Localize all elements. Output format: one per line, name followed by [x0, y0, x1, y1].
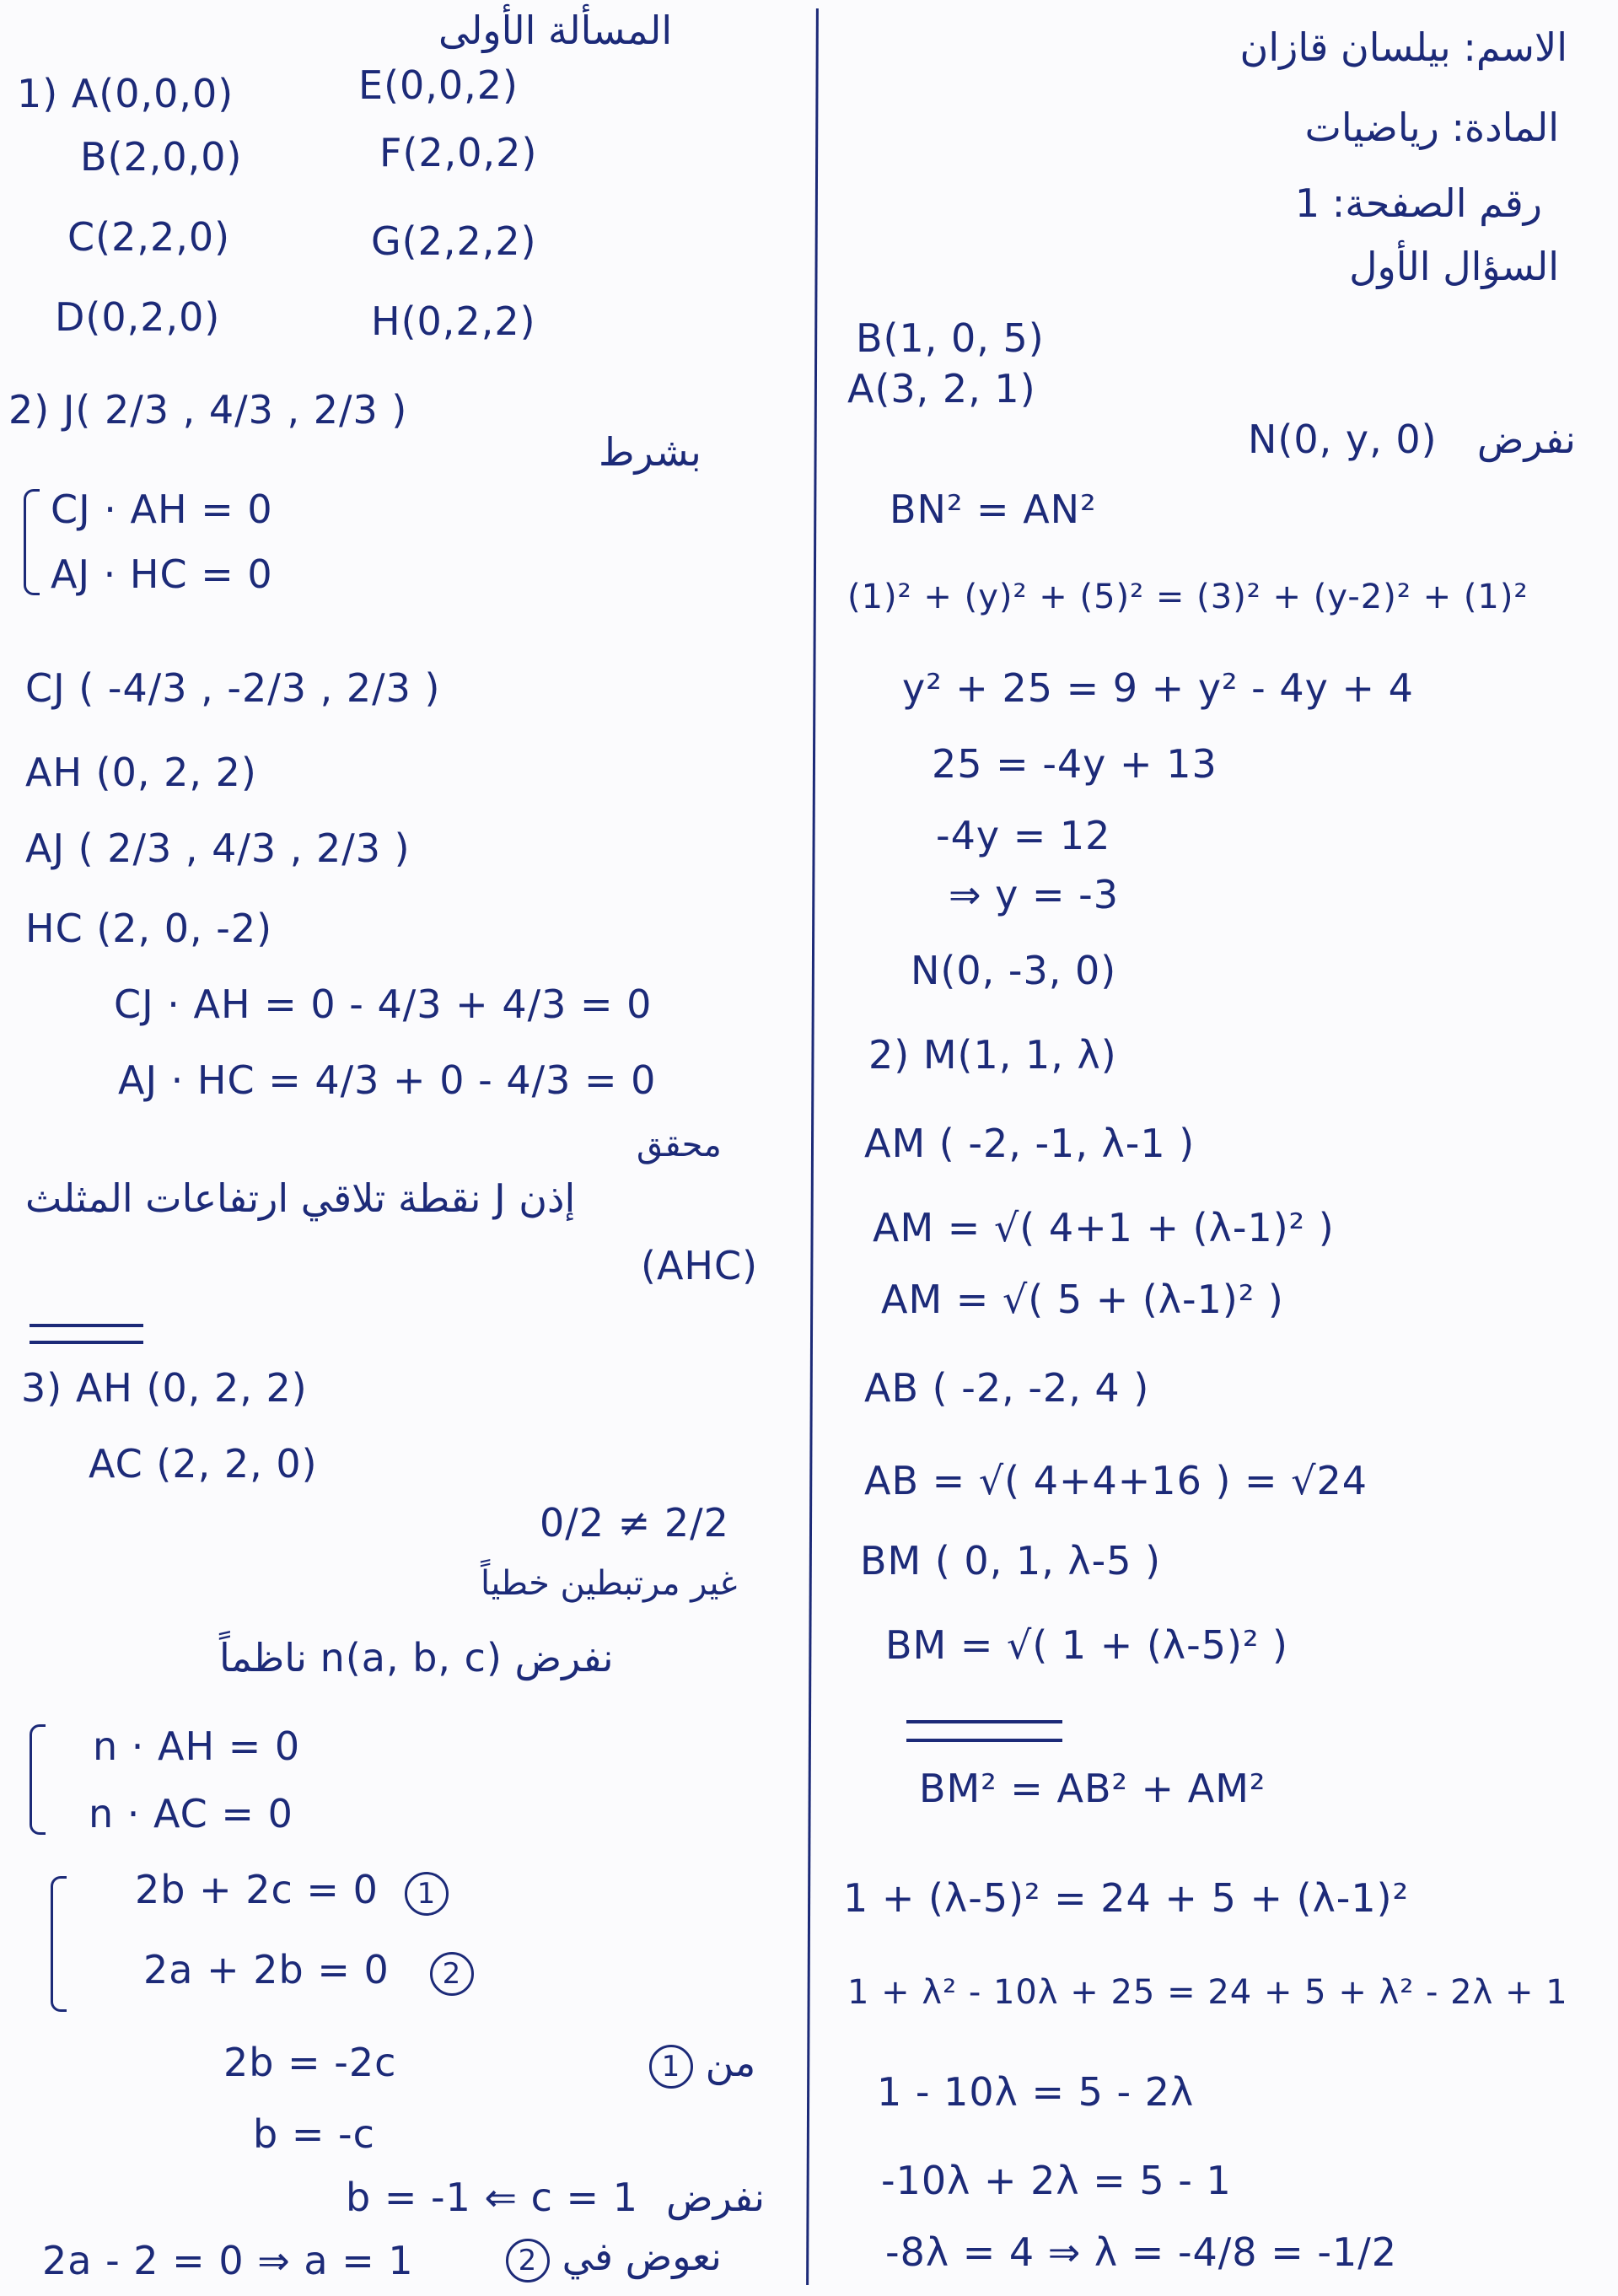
condition-1: CJ · AH = 0: [51, 487, 273, 532]
point-d-coord: D(0,2,0): [55, 294, 221, 340]
substitute-label: نعوض في 2: [506, 2234, 722, 2283]
page-number: رقم الصفحة: 1: [1294, 180, 1542, 226]
triangle-ahc: (AHC): [641, 1243, 759, 1288]
eq-bn-an: BN² = AN²: [890, 487, 1097, 532]
equation-2: 2a + 2b = 0: [143, 1947, 390, 1992]
vector-am: AM ( -2, -1, λ-1 ): [864, 1121, 1196, 1166]
subject: المادة: رياضيات: [1304, 105, 1559, 150]
vector-hc: HC (2, 0, -2): [25, 906, 273, 951]
crossed-out-label: [30, 1324, 143, 1344]
length-bm: BM = √( 1 + (λ-5)² ): [885, 1622, 1288, 1668]
system-bracket-3: [51, 1876, 67, 2012]
length-ab: AB = √( 4+4+16 ) = √24: [864, 1458, 1368, 1503]
vector-bm: BM ( 0, 1, λ-5 ): [860, 1538, 1162, 1584]
lambda-eq-3: 1 - 10λ = 5 - 2λ: [877, 2069, 1195, 2115]
lambda-result: -8λ = 4 ⇒ λ = -4/8 = -1/2: [885, 2229, 1397, 2275]
step-2: b = -c: [253, 2111, 375, 2157]
eq-y-coef: -4y = 12: [936, 813, 1111, 858]
equation-1-number: 1: [405, 1868, 449, 1916]
system-bracket-1: [24, 489, 40, 595]
point-b: B(1, 0, 5): [856, 315, 1045, 361]
not-collinear: غير مرتبطين خطياً: [481, 1564, 738, 1603]
equation-2-number: 2: [430, 1948, 474, 1996]
point-j: 2) J( 2/3 , 4/3 , 2/3 ): [8, 387, 408, 433]
ratio-check: 0/2 ≠ 2/2: [540, 1500, 729, 1546]
point-a: A(3, 2, 1): [847, 366, 1036, 411]
point-h-coord: H(0,2,2): [371, 298, 536, 344]
vector-ah: AH (0, 2, 2): [25, 750, 257, 795]
verified-label: محقق: [637, 1126, 722, 1164]
system-bracket-2: [30, 1724, 46, 1835]
eq-expand: (1)² + (y)² + (5)² = (3)² + (y-2)² + (1)²: [847, 578, 1529, 616]
vector-ah-p3: 3) AH (0, 2, 2): [21, 1365, 308, 1411]
vector-ab: AB ( -2, -2, 4 ): [864, 1365, 1150, 1411]
normal-cond-1: n · AH = 0: [93, 1723, 301, 1769]
point-a-coord: 1) A(0,0,0): [17, 71, 234, 116]
point-n: N(0, y, 0): [1248, 417, 1438, 462]
question-label: السؤال الأول: [1349, 244, 1559, 289]
normal-cond-2: n · AC = 0: [89, 1791, 293, 1836]
lambda-eq-1: 1 + (λ-5)² = 24 + 5 + (λ-1)²: [843, 1875, 1410, 1921]
point-b-coord: B(2,0,0): [80, 134, 243, 180]
dot-product-1: CJ · AH = 0 - 4/3 + 4/3 = 0: [114, 981, 653, 1027]
from-label: من 1: [649, 2041, 755, 2089]
vector-cj: CJ ( -4/3 , -2/3 , 2/3 ): [25, 665, 441, 711]
vector-aj: AJ ( 2/3 , 4/3 , 2/3 ): [25, 825, 411, 871]
conclusion: إذن J نقطة تلاقي ارتفاعات المثلث: [25, 1175, 576, 1221]
pythagoras-eq: BM² = AB² + AM²: [919, 1766, 1266, 1811]
assume-label: نفرض: [1476, 417, 1576, 462]
step-4: 2a - 2 = 0 ⇒ a = 1: [42, 2238, 414, 2283]
equation-1: 2b + 2c = 0: [135, 1867, 379, 1912]
lambda-eq-2: 1 + λ² - 10λ + 25 = 24 + 5 + λ² - 2λ + 1: [847, 1973, 1568, 2012]
point-m: 2) M(1, 1, λ): [868, 1032, 1117, 1078]
step-3: b = -1 ⇐ c = 1: [346, 2175, 638, 2220]
eq-simplify: y² + 25 = 9 + y² - 4y + 4: [902, 665, 1414, 711]
eq-linear: 25 = -4y + 13: [932, 741, 1218, 787]
lambda-eq-4: -10λ + 2λ = 5 - 1: [881, 2158, 1232, 2203]
eq-y-value: ⇒ y = -3: [949, 872, 1120, 917]
vector-ac: AC (2, 2, 0): [89, 1441, 318, 1487]
point-c-coord: C(2,2,0): [67, 214, 231, 260]
condition-label: بشرط: [599, 429, 701, 475]
length-am-1: AM = √( 4+1 + (λ-1)² ): [873, 1205, 1335, 1250]
dot-product-2: AJ · HC = 4/3 + 0 - 4/3 = 0: [118, 1057, 657, 1103]
step-1: 2b = -2c: [223, 2040, 397, 2085]
problem-title: المسألة الأولى: [438, 8, 673, 53]
point-n-result: N(0, -3, 0): [911, 948, 1117, 993]
crossed-out-text: [906, 1720, 1062, 1742]
point-f-coord: F(2,0,2): [379, 130, 538, 175]
assume-c: نفرض: [666, 2175, 766, 2220]
student-name: الاسم: بيلسان قازان: [1239, 24, 1567, 70]
assume-normal: نفرض n(a, b, c) ناظماً: [219, 1635, 614, 1680]
condition-2: AJ · HC = 0: [51, 551, 273, 597]
column-divider: [806, 8, 819, 2285]
point-e-coord: E(0,0,2): [358, 62, 519, 108]
point-g-coord: G(2,2,2): [371, 218, 537, 264]
length-am-2: AM = √( 5 + (λ-1)² ): [881, 1277, 1284, 1322]
